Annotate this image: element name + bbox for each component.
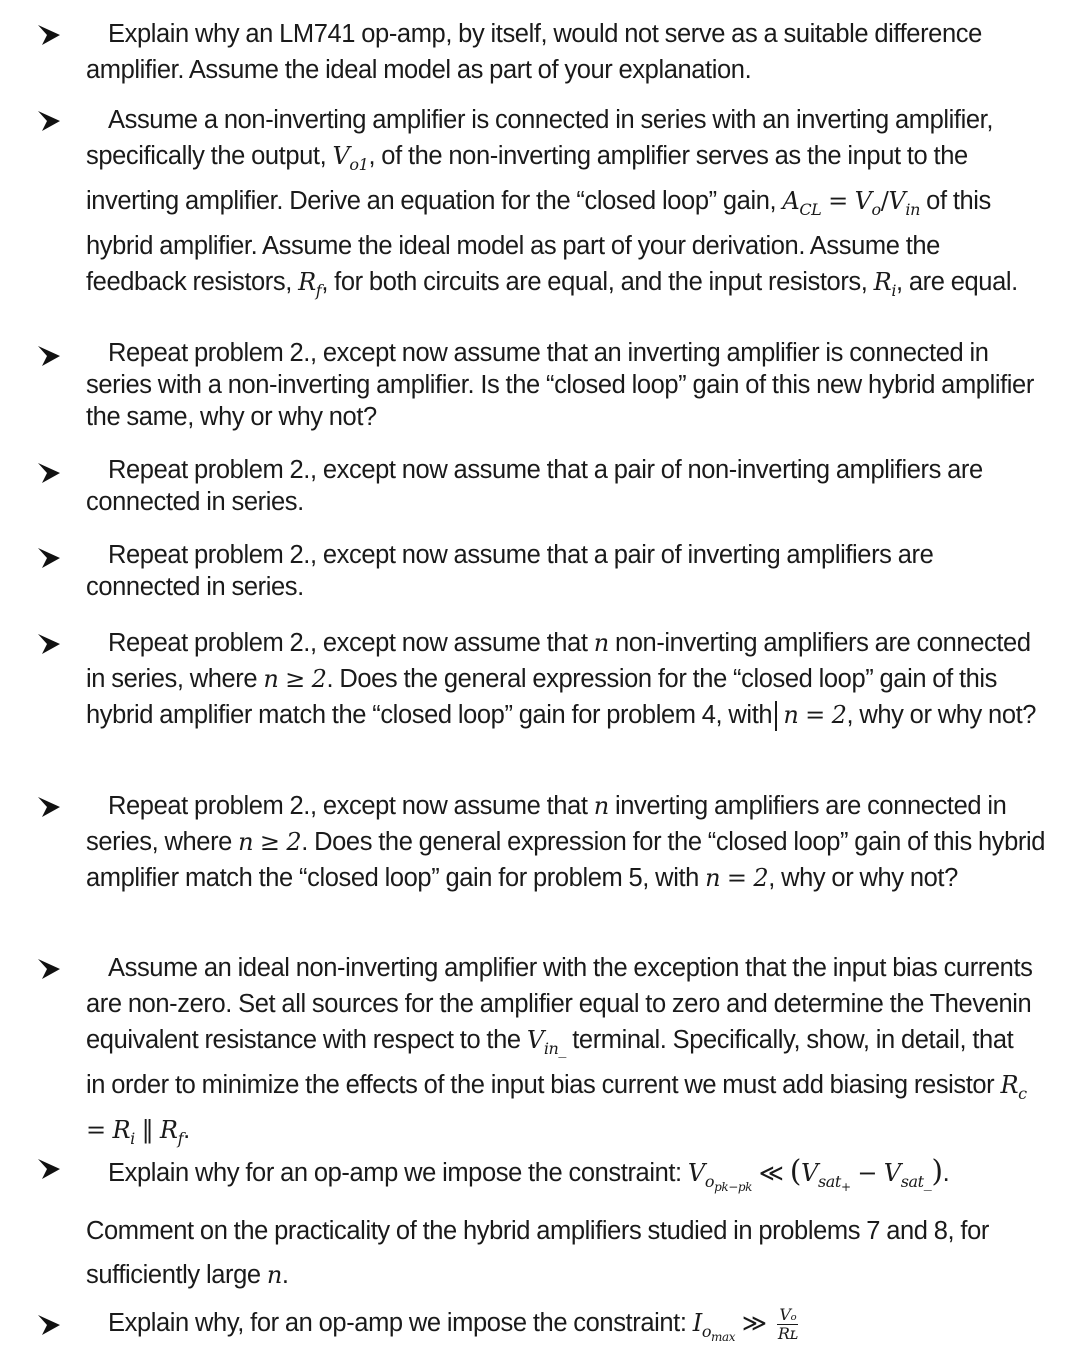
problem-text: Assume an ideal non-inverting amplifier with the exception that the input bias currents are non-zero. Set all sources for the amplifier equal to zero and determine the Thevenin equivalent resistance with respect to the $V_{in\_}$ terminal. Specifically, show, in detail, that in order to minimize the effects of the input bias current we must add biasing resistor $R_c = R_i$ ‖ $R_f$. bbox=[86, 954, 1033, 1148]
math-r-f: $R_f$ bbox=[159, 1116, 184, 1148]
arrowhead-bullet-icon bbox=[36, 1310, 66, 1340]
math-r-c: $R_c$ bbox=[1000, 1071, 1027, 1103]
math-condition: n ≥ 2 bbox=[263, 665, 327, 693]
math-v-sat-minus: $V_{sat\_}$ bbox=[883, 1159, 932, 1191]
math-condition: n ≥ 2 bbox=[238, 828, 302, 856]
math-r-i: $R_i$ bbox=[873, 268, 897, 300]
text-cursor bbox=[775, 701, 777, 731]
math-a-cl: $A_{CL}$ bbox=[782, 187, 822, 219]
math-v-o-pk-pk: $V_{o_{pk-pk}}$ bbox=[687, 1159, 753, 1194]
arrowhead-bullet-icon bbox=[36, 1154, 66, 1184]
math-v-o: $V_o$ bbox=[854, 187, 881, 219]
math-n: n bbox=[593, 629, 609, 657]
arrowhead-bullet-icon bbox=[36, 106, 66, 136]
problem-text: Repeat problem 2., except now assume that an inverting amplifier is connected in series with a non-inverting amplifier. Is the “closed loop” gain of this new hybrid amplifier the same, why or why not? bbox=[86, 339, 1034, 431]
math-condition: n = 2 bbox=[705, 864, 769, 892]
math-fraction-vo-over-rl: $\frac{\text{Vₒ}}{\text{Rʟ}}$ bbox=[777, 1304, 798, 1343]
problem-text: Repeat problem 2., except now assume that a pair of non-inverting amplifiers are connected in series. bbox=[86, 456, 983, 516]
math-condition: n = 2 bbox=[783, 701, 847, 729]
arrowhead-bullet-icon bbox=[36, 341, 66, 371]
arrowhead-bullet-icon bbox=[36, 629, 66, 659]
problem-text: Repeat problem 2., except now assume that a pair of inverting amplifiers are connected in series. bbox=[86, 541, 934, 601]
problem-text: Explain why an LM741 op-amp, by itself, would not serve as a suitable difference amplifier. Assume the ideal model as part of your explanation. bbox=[86, 20, 982, 84]
arrowhead-bullet-icon bbox=[36, 20, 66, 50]
math-v-in-minus: $V_{in\_}$ bbox=[526, 1026, 567, 1058]
arrowhead-bullet-icon bbox=[36, 792, 66, 822]
arrowhead-bullet-icon bbox=[36, 543, 66, 573]
math-v-sat-plus: $V_{sat_+}$ bbox=[801, 1159, 851, 1194]
math-n: n bbox=[593, 792, 609, 820]
problem-text: Explain why, for an op-amp we impose the constraint: $I_{o_{max}}$ ≫ $\frac{\text{Vₒ}}{\text{Rʟ}}$ bbox=[108, 1304, 798, 1344]
arrowhead-bullet-icon bbox=[36, 954, 66, 984]
math-r-i: $R_i$ bbox=[112, 1116, 135, 1148]
problem-text: Explain why for an op-amp we impose the constraint: $V_{o_{pk-pk}}$ ≪ $(V_{sat_+} - V_{sat\_})$. Comment on the practicality of the hybrid amplifiers studied in problems 7 and 8, for sufficiently large n. bbox=[86, 1154, 989, 1289]
math-i-o-max: $I_{o_{max}}$ bbox=[692, 1309, 736, 1344]
math-v-o1: $V_{o1}$ bbox=[332, 142, 369, 174]
problem-text: Repeat problem 2., except now assume that n inverting amplifiers are connected in series, where n ≥ 2. Does the general expression for the “closed loop” gain of this hybrid amplifier match the “closed loop” gain for problem 5, with n = 2, why or why not? bbox=[86, 792, 1046, 892]
problem-text: Assume a non-inverting amplifier is connected in series with an inverting amplifier, specifically the output, $V_{o1}$, of the non-inverting amplifier serves as the input to the inverting amplifier. Derive an equation for the “closed loop” gain, $A_{CL} = V_o/V_{in}$ of this hybrid amplifier. Assume the ideal model as part of your derivation. Assume the feedback resistors, $R_f$, for both circuits are equal, and the input resistors, $R_i$, are equal. bbox=[86, 106, 1018, 300]
math-r-f: $R_f$ bbox=[298, 268, 322, 300]
math-n: n bbox=[266, 1261, 282, 1289]
problem-text: Repeat problem 2., except now assume that n non-inverting amplifiers are connected in series, where n ≥ 2. Does the general expression for the “closed loop” gain of this hybrid amplifier match the “closed loop” gain for problem 4, with n = 2, why or why not? bbox=[86, 625, 1046, 733]
arrowhead-bullet-icon bbox=[36, 458, 66, 488]
math-v-in: $V_{in}$ bbox=[888, 187, 920, 219]
